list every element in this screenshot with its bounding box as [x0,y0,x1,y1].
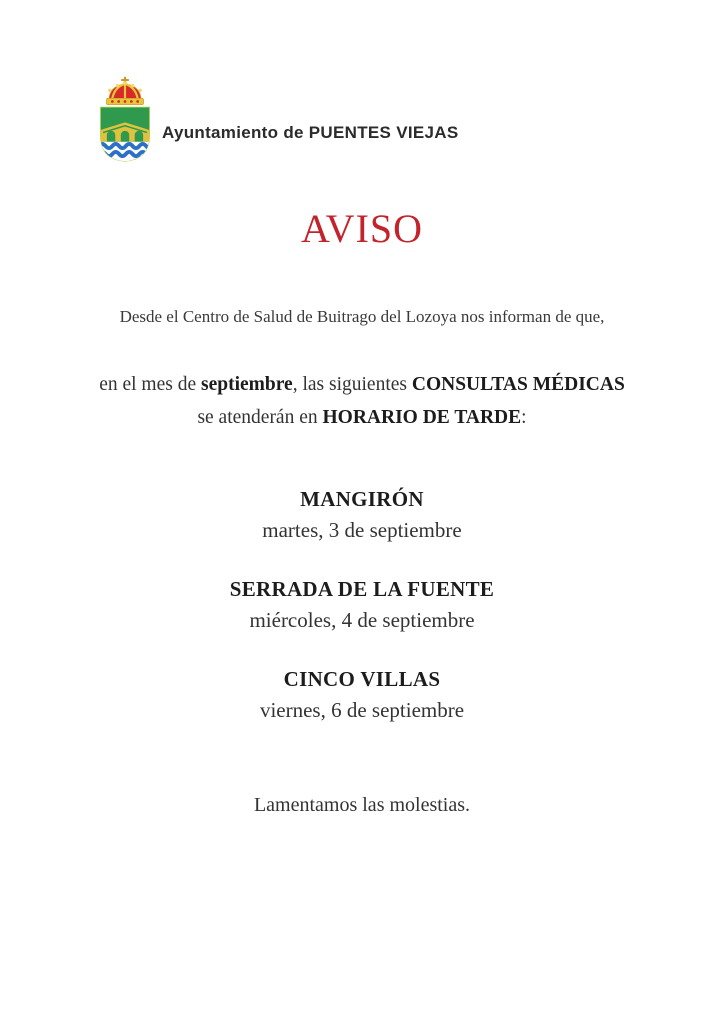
intro-line: Desde el Centro de Salud de Buitrago del Lozoya nos informan de que, [119,307,605,326]
schedule-location: SERRADA DE LA FUENTE [229,577,495,601]
schedule-item [0,484,724,546]
municipality-name: Ayuntamiento de PUENTES VIEJAS [162,123,459,142]
schedule-date: martes, 3 de septiembre [262,518,462,542]
schedule-item [0,574,724,636]
schedule-location: MANGIRÓN [300,487,424,511]
coat-of-arms-icon [98,74,152,164]
schedule-location: CINCO VILLAS [283,667,441,691]
schedule-date: miércoles, 4 de septiembre [249,608,475,632]
closing-line: Lamentamos las molestias. [253,794,471,816]
schedule-announcement: en el mes de septiembre, las siguientes CONSULTAS MÉDICAS se atenderán en HORARIO DE TARDE: [99,374,625,428]
schedule-date: viernes, 6 de septiembre [259,698,465,722]
schedule-list [0,484,724,754]
notice-title: AVISO [300,206,424,251]
header [98,74,458,164]
schedule-item [0,664,724,726]
